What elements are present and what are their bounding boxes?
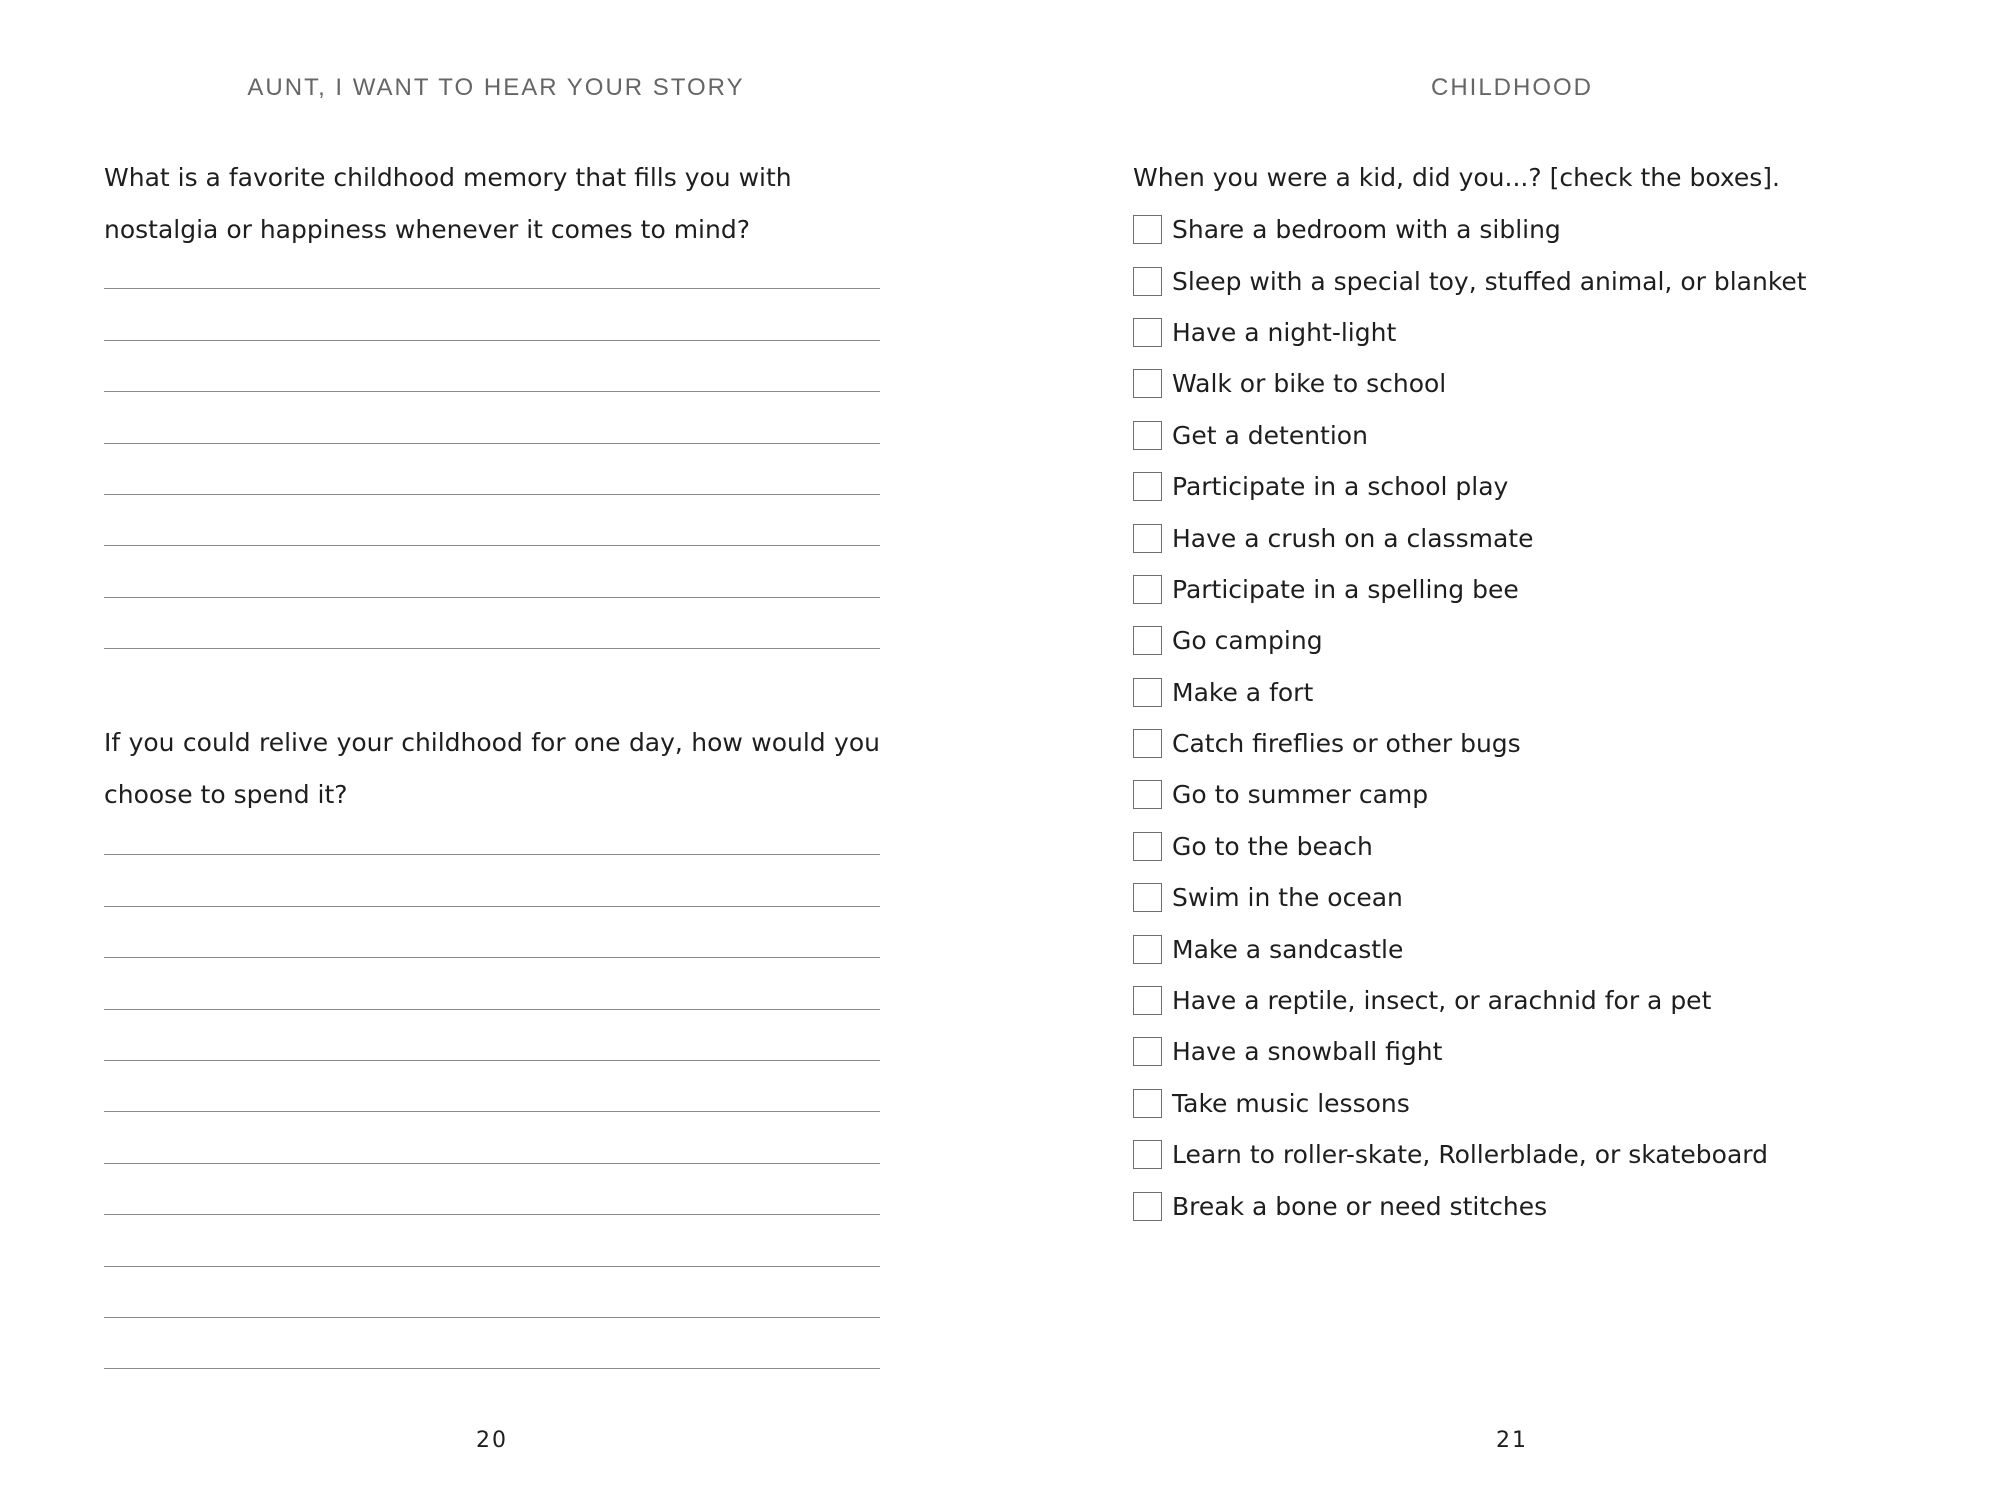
checklist-item[interactable]: [1133, 512, 1807, 563]
checkbox[interactable]: [1133, 1089, 1162, 1118]
checkbox[interactable]: [1133, 1192, 1162, 1221]
checkbox[interactable]: [1133, 883, 1162, 912]
checkbox[interactable]: [1133, 524, 1162, 553]
running-head-chapter: CHILDHOOD: [1430, 74, 1593, 101]
page-number-right: 21: [1496, 1428, 1528, 1453]
checklist-item[interactable]: [1133, 718, 1807, 769]
checklist-item[interactable]: [1133, 872, 1807, 923]
checkbox[interactable]: [1133, 215, 1162, 244]
checklist-item[interactable]: [1133, 667, 1807, 718]
checklist-item-label: Take music lessons: [1172, 1088, 1410, 1118]
checkbox[interactable]: [1133, 832, 1162, 861]
checkbox[interactable]: [1133, 421, 1162, 450]
checkbox[interactable]: [1133, 267, 1162, 296]
checklist-item[interactable]: [1133, 564, 1807, 615]
answer-line[interactable]: [104, 495, 880, 546]
answer-line[interactable]: [104, 238, 880, 289]
answer-line[interactable]: [104, 1318, 880, 1369]
checklist-item[interactable]: [1133, 307, 1807, 358]
checklist-item-label: Break a bone or need stitches: [1172, 1191, 1548, 1221]
checklist-item-label: Sleep with a special toy, stuffed animal, or blanket: [1172, 266, 1807, 296]
answer-line[interactable]: [104, 392, 880, 443]
answer-lines-favorite-memory: [104, 238, 880, 649]
checklist-item[interactable]: [1133, 255, 1807, 306]
checkbox[interactable]: [1133, 318, 1162, 347]
answer-line[interactable]: [104, 1267, 880, 1318]
checklist-item[interactable]: [1133, 410, 1807, 461]
checklist-item-label: Catch fireflies or other bugs: [1172, 729, 1521, 759]
checkbox[interactable]: [1133, 626, 1162, 655]
answer-line[interactable]: [104, 1061, 880, 1112]
checkbox[interactable]: [1133, 1037, 1162, 1066]
checkbox[interactable]: [1133, 575, 1162, 604]
checklist-item[interactable]: [1133, 769, 1807, 820]
checklist-item[interactable]: [1133, 1129, 1807, 1180]
checklist-item-label: Go camping: [1172, 626, 1323, 656]
answer-line[interactable]: [104, 341, 880, 392]
checkbox[interactable]: [1133, 729, 1162, 758]
childhood-checklist: [1133, 204, 1807, 1232]
answer-line[interactable]: [104, 1215, 880, 1266]
checkbox[interactable]: [1133, 1140, 1162, 1169]
checklist-item-label: Go to the beach: [1172, 831, 1373, 861]
checklist-item-label: Go to summer camp: [1172, 780, 1429, 810]
answer-lines-relive-childhood: [104, 804, 880, 1369]
checklist-item-label: Learn to roller-skate, Rollerblade, or skateboard: [1172, 1140, 1768, 1170]
checklist-item-label: Walk or bike to school: [1172, 369, 1447, 399]
question-favorite-memory: What is a favorite childhood memory that fills you with nostalgia or happiness whenever it comes to mind?: [104, 163, 792, 244]
checkbox[interactable]: [1133, 935, 1162, 964]
checklist-item[interactable]: [1133, 358, 1807, 409]
checklist-item-label: Participate in a school play: [1172, 472, 1509, 502]
checkbox[interactable]: [1133, 678, 1162, 707]
checklist-item[interactable]: [1133, 975, 1807, 1026]
checklist-item[interactable]: [1133, 204, 1807, 255]
answer-line[interactable]: [104, 598, 880, 649]
checklist-item-label: Swim in the ocean: [1172, 883, 1403, 913]
checklist-item-label: Share a bedroom with a sibling: [1172, 215, 1561, 245]
answer-line[interactable]: [104, 289, 880, 340]
checklist-item[interactable]: [1133, 923, 1807, 974]
checklist-item-label: Make a sandcastle: [1172, 934, 1404, 964]
answer-line[interactable]: [104, 546, 880, 597]
checklist-item-label: Get a detention: [1172, 420, 1368, 450]
right-page: [1000, 0, 2000, 1500]
checklist-item[interactable]: [1133, 1078, 1807, 1129]
page-number-left: 20: [476, 1428, 508, 1453]
checklist-title: When you were a kid, did you...? [check the boxes].: [1133, 163, 1780, 192]
checklist-item-label: Make a fort: [1172, 677, 1314, 707]
answer-line[interactable]: [104, 907, 880, 958]
checklist-item[interactable]: [1133, 615, 1807, 666]
checklist-item-label: Have a reptile, insect, or arachnid for a pet: [1172, 986, 1712, 1016]
answer-line[interactable]: [104, 958, 880, 1009]
question-relive-childhood: If you could relive your childhood for one day, how would you choose to spend it?: [104, 728, 880, 809]
checklist-item[interactable]: [1133, 461, 1807, 512]
answer-line[interactable]: [104, 1010, 880, 1061]
answer-line[interactable]: [104, 804, 880, 855]
checklist-item-label: Have a crush on a classmate: [1172, 523, 1534, 553]
answer-line[interactable]: [104, 855, 880, 906]
checklist-item-label: Have a snowball fight: [1172, 1037, 1443, 1067]
checklist-item[interactable]: [1133, 821, 1807, 872]
checklist-item[interactable]: [1133, 1026, 1807, 1077]
answer-line[interactable]: [104, 1164, 880, 1215]
checkbox[interactable]: [1133, 780, 1162, 809]
checklist-item-label: Participate in a spelling bee: [1172, 574, 1519, 604]
checkbox[interactable]: [1133, 369, 1162, 398]
answer-line[interactable]: [104, 1112, 880, 1163]
checklist-item-label: Have a night-light: [1172, 317, 1397, 347]
answer-line[interactable]: [104, 444, 880, 495]
checklist-item[interactable]: [1133, 1180, 1807, 1231]
checkbox[interactable]: [1133, 986, 1162, 1015]
checkbox[interactable]: [1133, 472, 1162, 501]
running-head-book-title: AUNT, I WANT TO HEAR YOUR STORY: [247, 74, 745, 101]
